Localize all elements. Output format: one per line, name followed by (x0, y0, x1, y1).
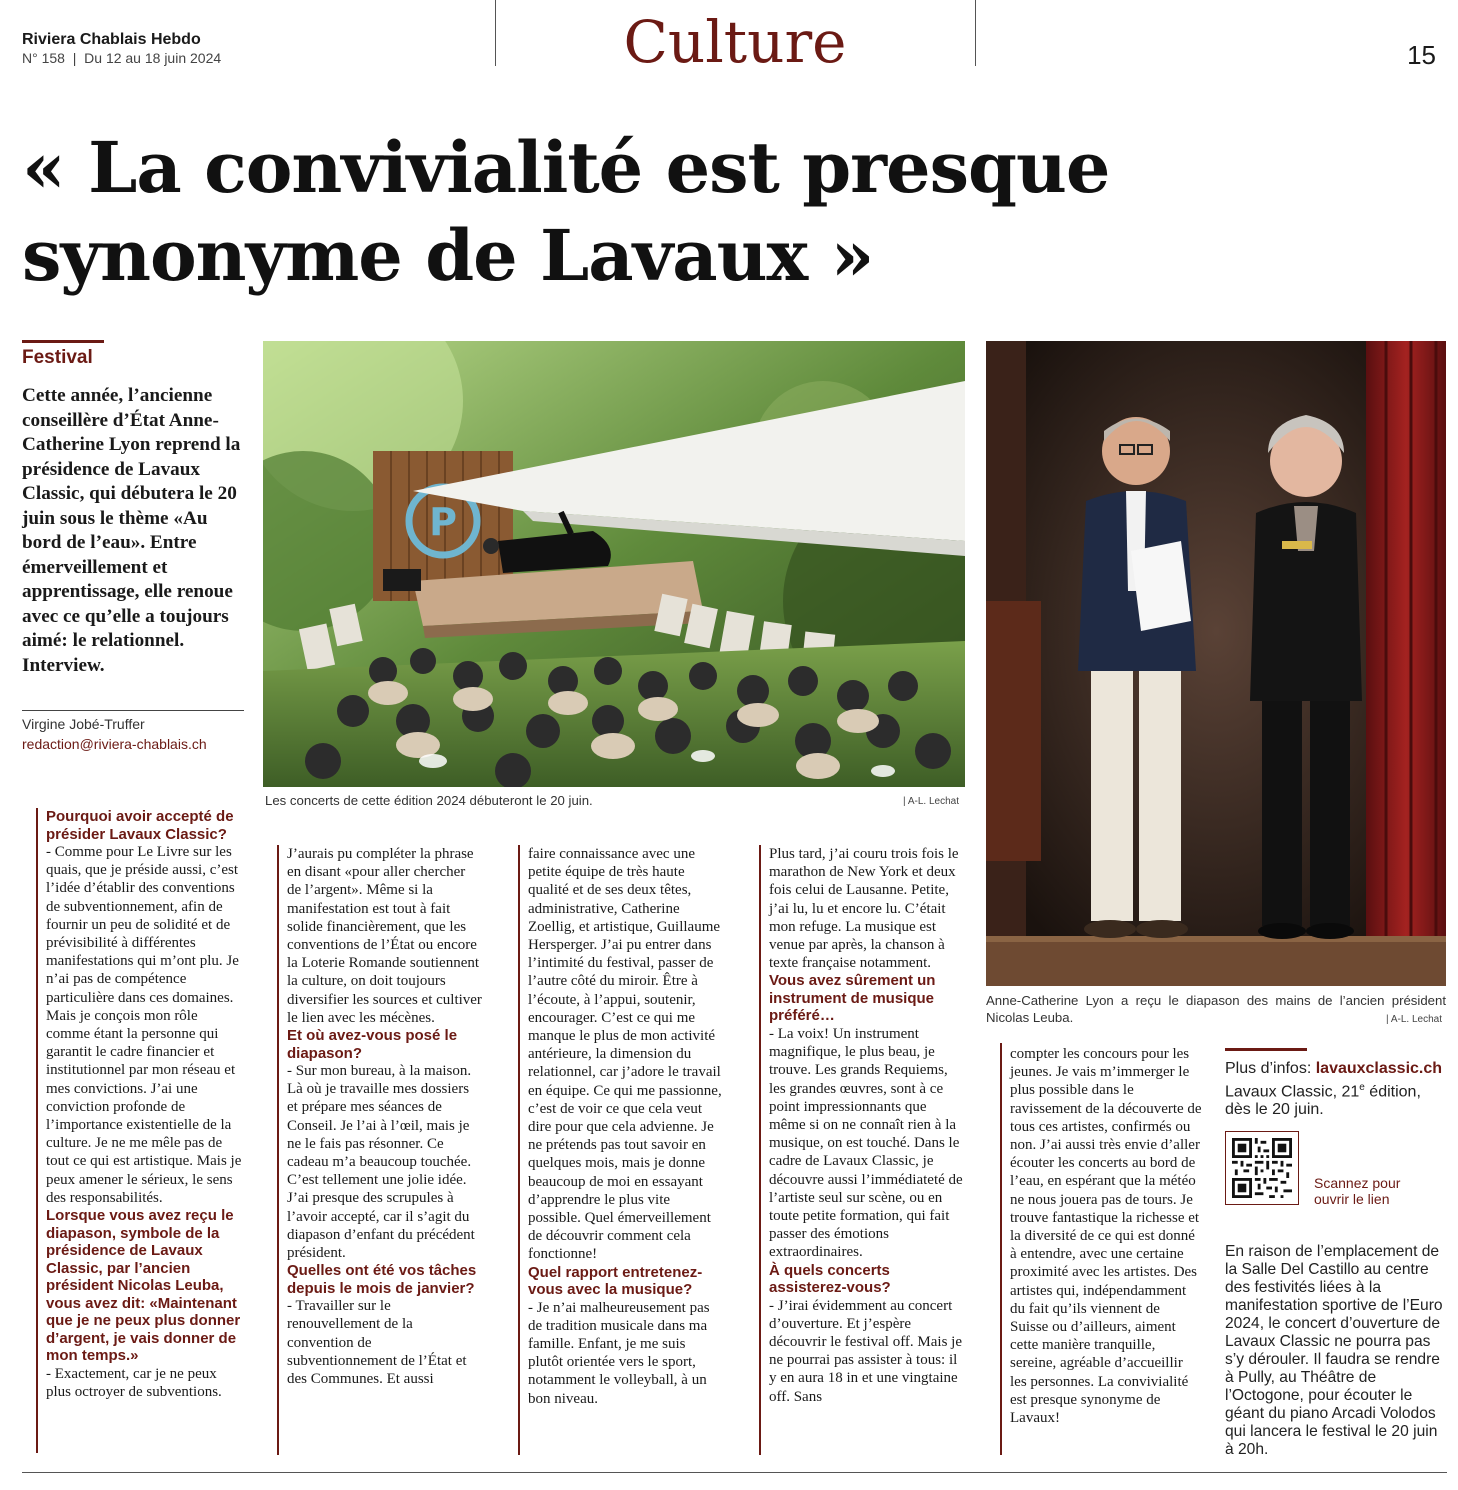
article-column-4 (769, 845, 965, 1406)
interview-answer: - Exactement, car je ne peux plus octroyer de subventions. (46, 1365, 222, 1400)
page-number: 15 (1407, 40, 1436, 70)
article-column-2 (287, 845, 483, 1388)
qr-label (1314, 1175, 1400, 1207)
interview-answer: compter les concours pour les jeunes. Je vais m’immerger le plus possible dans le ravissement de la découverte de tous ces artistes, confirmés ou non. J’ai aussi très envie d’aller écouter les concerts au bord de l’eau, en espérant que la météo ne nous jouera pas de tours. Je trouve fantastique la richesse et la diversité de ce qui est donné à entendre, avec une certaine proximité avec les artistes. Des artistes qui, indépendamment du fait qu’ils viennent de Suisse ou d’ailleurs, aiment cette manière tranquille, sereine, agréable d’accueillir les personnes. La convivialité est presque synonyme de Lavaux! (1010, 1046, 1202, 1427)
interview-answer: - Comme pour Le Livre sur les quais, que je préside aussi, c’est l’idée d’établir des conventions de subventionnement, afin de fournir un peu de solidité et de prévisibilité à différentes manifestations qui m’ont plu. Je n’ai pas de compétence particulière dans ces domaines. Mais je conçois mon rôle comme étant la personne qui garantit le cadre financier et institutionnel par mon réseau et mes convictions. J’ai une conviction profonde de l’importance existentielle de la culture. Je ne me mêle pas de tout ce qui est artistique. Mais je peux amener le sérieux, le sens des responsabilités. (46, 844, 242, 1206)
qr-label-line-2: ouvrir le lien (1314, 1191, 1390, 1207)
edition-superscript: e (1359, 1081, 1365, 1093)
article-column-5 (1010, 1045, 1202, 1427)
garden-concert-photo (263, 341, 965, 787)
qr-label-line-1: Scannez pour (1314, 1175, 1401, 1191)
headline (22, 124, 1442, 300)
info-prefix: Plus d’infos: (1225, 1060, 1316, 1077)
column-bar-4 (759, 845, 761, 1455)
venue-change-note: En raison de l’emplacement de la Salle Del Castillo au centre des festivités liées à la manifestation sportive de l’Euro 2024, le concert d’ouverture de Lavaux Classic ne pourra pas s’y dérouler. Il faudra se rendre à Pully, au Théâtre de l’Octogone, pour écouter le géant du piano Arcadi Volodos qui lancera le festival le 20 juin à 20h. (1225, 1243, 1443, 1458)
interview-question: Et où avez-vous posé le diapason? (287, 1027, 458, 1062)
column-bar-2 (277, 845, 279, 1455)
byline-rule (22, 710, 244, 711)
issue-info: N° 158 | Du 12 au 18 juin 2024 (22, 50, 222, 66)
interview-answer: faire connaissance avec une petite équipe de très haute qualité et de ses deux têtes, administrative, Catherine Zoellig, et artistique, Guillaume Hersperger. J’ai pu entrer dans l’intimité du festival, passer de l’autre côté du miroir. Être à l’écoute, à l’appui, soutenir, encourager. C’est ce qui me manque le plus de mon activité antérieure, la dimension du relationnel, car j’adore le travail en équipe. Ce qui me passionne, c’est de voir ce que cela veut dire pour que cela advienne. Je ne prétends pas tout savoir en quelques mois, mais je donne beaucoup de moi en essayant d’apprendre le plus vite possible. Quel émerveillement de découvrir comment cela fonctionne! (528, 846, 722, 1263)
column-bar-1 (36, 808, 38, 1453)
edition-text: Lavaux Classic, 21 (1225, 1082, 1360, 1100)
interview-question: Lorsque vous avez reçu le diapason, symbole de la présidence de Lavaux Classic, par l’ancien président Nicolas Leuba, vous avez dit: «Maintenant que je ne peux plus donner d’argent, je vais donner de mon temps.» (46, 1207, 241, 1365)
lead-paragraph: Cette année, l’ancienne conseillère d’État Anne-Catherine Lyon reprend la présidence de Lavaux Classic, qui débutera le 20 juin sous le thème «Au bord de l’eau». Entre émerveillement et apprentissage, elle renoue avec ce qu’elle a toujours aimé: le relationnel. Interview. (22, 385, 241, 676)
interview-answer: - Je n’ai malheureusement pas de tradition musicale dans ma famille. Enfant, je me suis plutôt orientée vers le sport, notamment le volleyball, à un bon niveau. (528, 1299, 710, 1407)
website-link[interactable]: lavauxclassic.ch (1315, 1060, 1443, 1077)
info-box (1225, 1060, 1447, 1120)
interview-answer: - Travailler sur le renouvellement de la convention de subventionnement de l’État et des Communes. Et aussi (287, 1298, 467, 1388)
article-column-3 (528, 845, 724, 1408)
interview-question: Pourquoi avoir accepté de présider Lavaux Classic? (46, 808, 234, 843)
section-tag: Festival (22, 347, 93, 368)
section-title: Culture (623, 8, 847, 76)
interview-question: Vous avez sûrement un instrument de musique préféré… (769, 972, 936, 1025)
interview-answer: Plus tard, j’ai couru trois fois le marathon de New York et deux fois celui de Lausanne. Petite, j’ai lu, lu et encore lu. C’était mon refuge. La musique est venue par après, la chanson à texte française notamment. (769, 846, 959, 972)
edition-text-end: édition, (1364, 1082, 1421, 1100)
photo1-caption: Les concerts de cette édition 2024 débuteront le 20 juin. (265, 793, 593, 808)
interview-answer: - Sur mon bureau, à la maison. Là où je travaille mes dossiers et prépare mes séances de Conseil. Je l’ai à l’œil, mais je ne le fais pas résonner. Ce cadeau m’a beaucoup touchée. C’est tellement une jolie idée. J’ai presque des scrupules à l’avoir accepté, car il s’agit du diapason d’enfant du précédent président. (287, 1063, 475, 1262)
interview-question: Quel rapport entretenez-vous avec la musique? (528, 1263, 703, 1299)
garden-concert-illustration (263, 341, 965, 787)
photo2-caption: Anne-Catherine Lyon a reçu le diapason des mains de l’ancien président Nicolas Leuba. (986, 993, 1446, 1025)
headline-line-2: synonyme de Lavaux » (22, 214, 874, 297)
stage-ceremony-photo (986, 341, 1446, 986)
stage-ceremony-illustration (986, 341, 1446, 986)
header-divider-left (495, 0, 496, 66)
bottom-rule (22, 1472, 1447, 1473)
info-rule (1225, 1048, 1307, 1051)
photo2-credit: | A-L. Lechat (1386, 1014, 1442, 1025)
interview-question: À quels concerts assisterez-vous? (769, 1261, 891, 1297)
headline-line-1: « La convivialité est presque (22, 126, 1110, 209)
interview-answer: - J’irai évidemment au concert d’ouverture. Et j’espère découvrir le festival off. Mais je ne pourrai pas assister à tous: il y en aura 18 in et une vingtaine off. Sans (769, 1297, 962, 1405)
interview-answer: J’aurais pu compléter la phrase en disant «pour aller chercher de l’argent». Même si la manifestation est tout à fait solide financièrement, que les conventions de l’État ou encore la Loterie Romande soutiennent la culture, on doit toujours diversifier les sources et cultiver le lien avec les mécènes. (287, 846, 482, 1026)
author-email-link[interactable]: redaction@riviera-chablais.ch (22, 736, 207, 752)
qr-code-icon (1232, 1138, 1292, 1198)
interview-question: Quelles ont été vos tâches depuis le mois de janvier? (287, 1262, 477, 1297)
qr-code[interactable] (1225, 1131, 1299, 1205)
column-bar-5 (1000, 1043, 1002, 1455)
author-name: Virgine Jobé-Truffer (22, 716, 145, 732)
column-bar-3 (518, 845, 520, 1455)
p-logo-letter: P (429, 500, 457, 544)
photo1-credit: | A-L. Lechat (903, 796, 959, 807)
publication-name: Riviera Chablais Hebdo (22, 31, 201, 48)
header-divider-right (975, 0, 976, 66)
tag-rule (22, 340, 104, 343)
interview-answer: - La voix! Un instrument magnifique, le plus beau, je trouve. Les grands Requiems, les grandes œuvres, sont à ce point impressionnants que même si on ne connaît rien à la musique, on est touché. Dans le cadre de Lavaux Classic, je découvre aussi l’immédiateté de l’artiste seul sur scène, ou en toute petite formation, qui fait passer des émotions extraordinaires. (769, 1025, 963, 1261)
article-column-1 (46, 808, 242, 1401)
start-date-text: dès le 20 juin. (1225, 1101, 1324, 1119)
